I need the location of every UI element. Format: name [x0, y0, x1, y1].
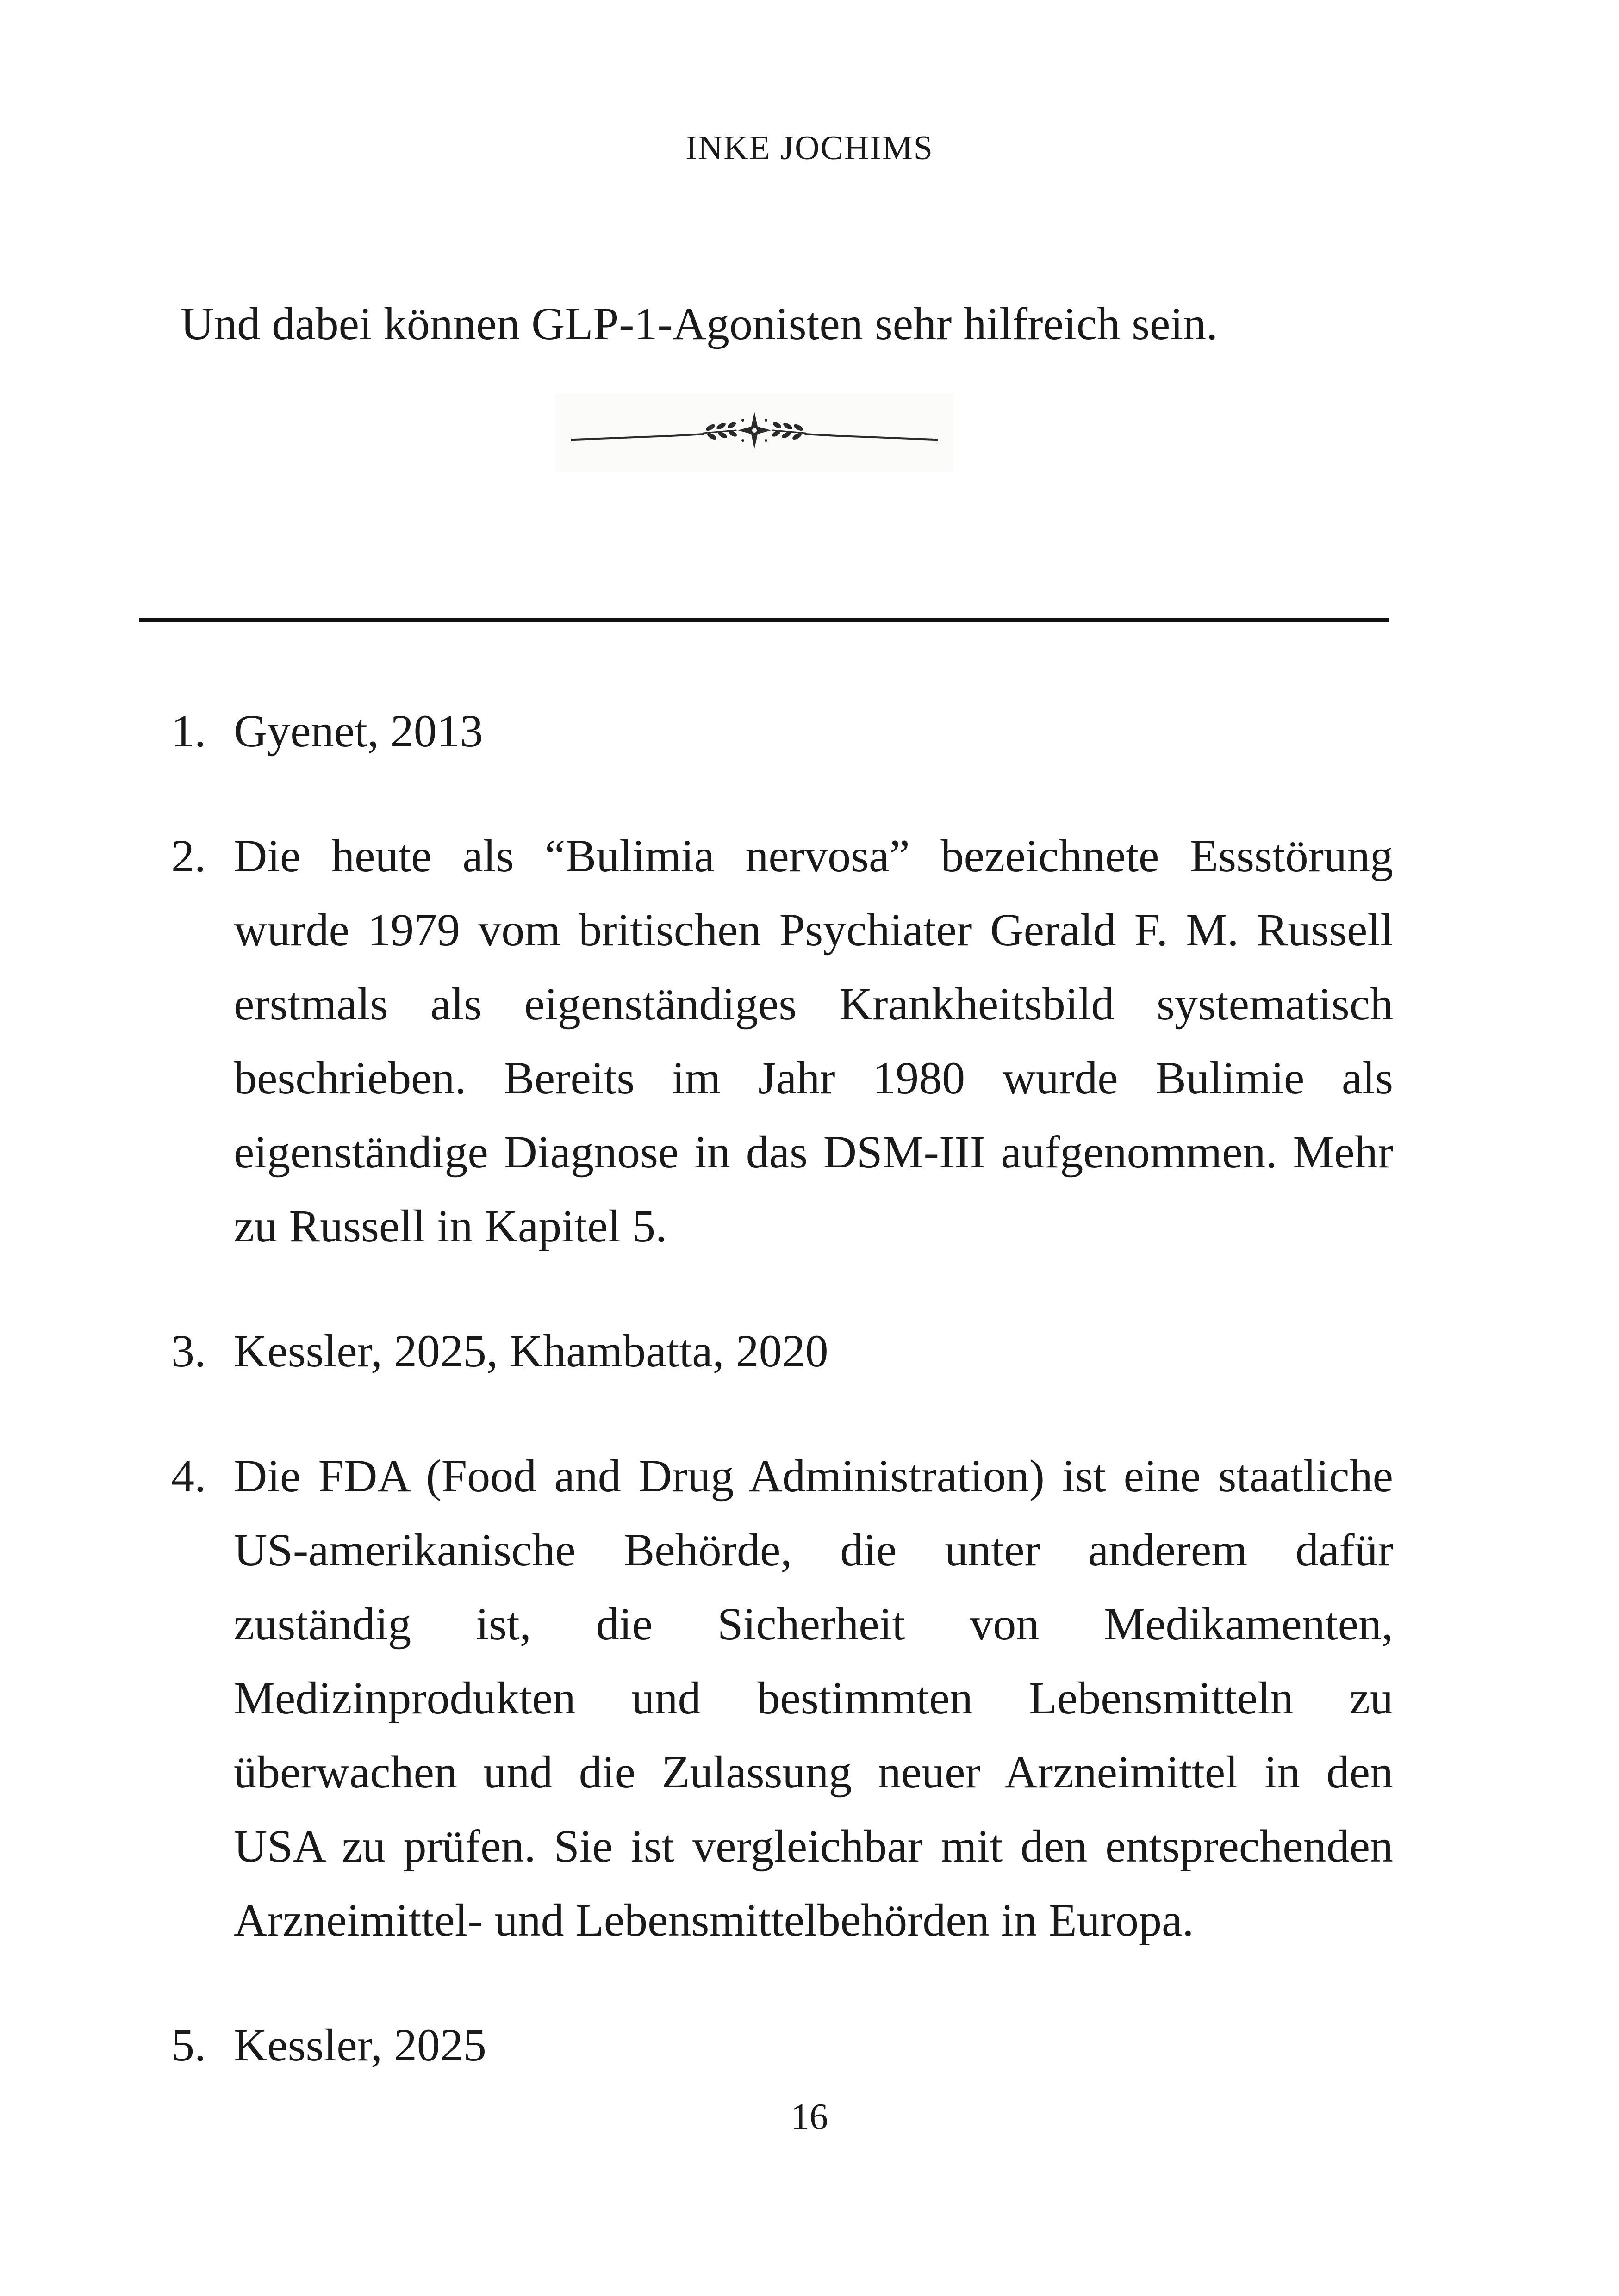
- footnote-text: Kessler, 2025: [234, 2019, 486, 2071]
- footnote-text: Kessler, 2025, Khambatta, 2020: [234, 1325, 828, 1377]
- footnote-item: [171, 819, 1393, 1263]
- footnote-item: [171, 1314, 1393, 1388]
- footnote-text: Die FDA (Food and Drug Administration) ist eine staatliche US-amerikanische Behörde, die unter anderem dafür zuständig ist, die Sicherheit von Medikamenten, Medizinprodukten und bestimmten Lebensmitteln zu überwachen und die Zulassung neuer Arzneimittel in den USA zu prüfen. Sie ist vergleichbar mit den entsprechenden Arzneimittel- und Lebensmittelbehörden in Europa.: [234, 1450, 1393, 1946]
- footnote-text: Die heute als “Bulimia nervosa” bezeichnete Essstörung wurde 1979 vom britischen Psychiater Gerald F. M. Russell erstmals als eigenständiges Krankheitsbild systematisch beschrieben. Bereits im Jahr 1980 wurde Bulimie als eigenständige Diagnose in das DSM-III aufgenommen. Mehr zu Russell in Kapitel 5.: [234, 830, 1393, 1252]
- footnote-item: [171, 2008, 1393, 2082]
- footnote-number: 4.: [171, 1450, 206, 1502]
- footnote-separator-rule: [139, 618, 1389, 622]
- body-text: Und dabei können GLP-1-Agonisten sehr hilfreich sein.: [181, 298, 1218, 349]
- footnote-number: 2.: [171, 830, 206, 881]
- footnote-number: 3.: [171, 1325, 206, 1377]
- page-number: 16: [791, 2097, 828, 2137]
- footnote-number: 5.: [171, 2019, 206, 2071]
- footnote-item: [171, 1439, 1393, 1957]
- running-head: INKE JOCHIMS: [685, 129, 934, 167]
- footnote-item: [171, 694, 1393, 768]
- footnote-text: Gyenet, 2013: [234, 705, 483, 757]
- footnote-number: 1.: [171, 705, 206, 757]
- floral-divider-icon: [555, 393, 953, 472]
- footnote-list: [171, 694, 1393, 2133]
